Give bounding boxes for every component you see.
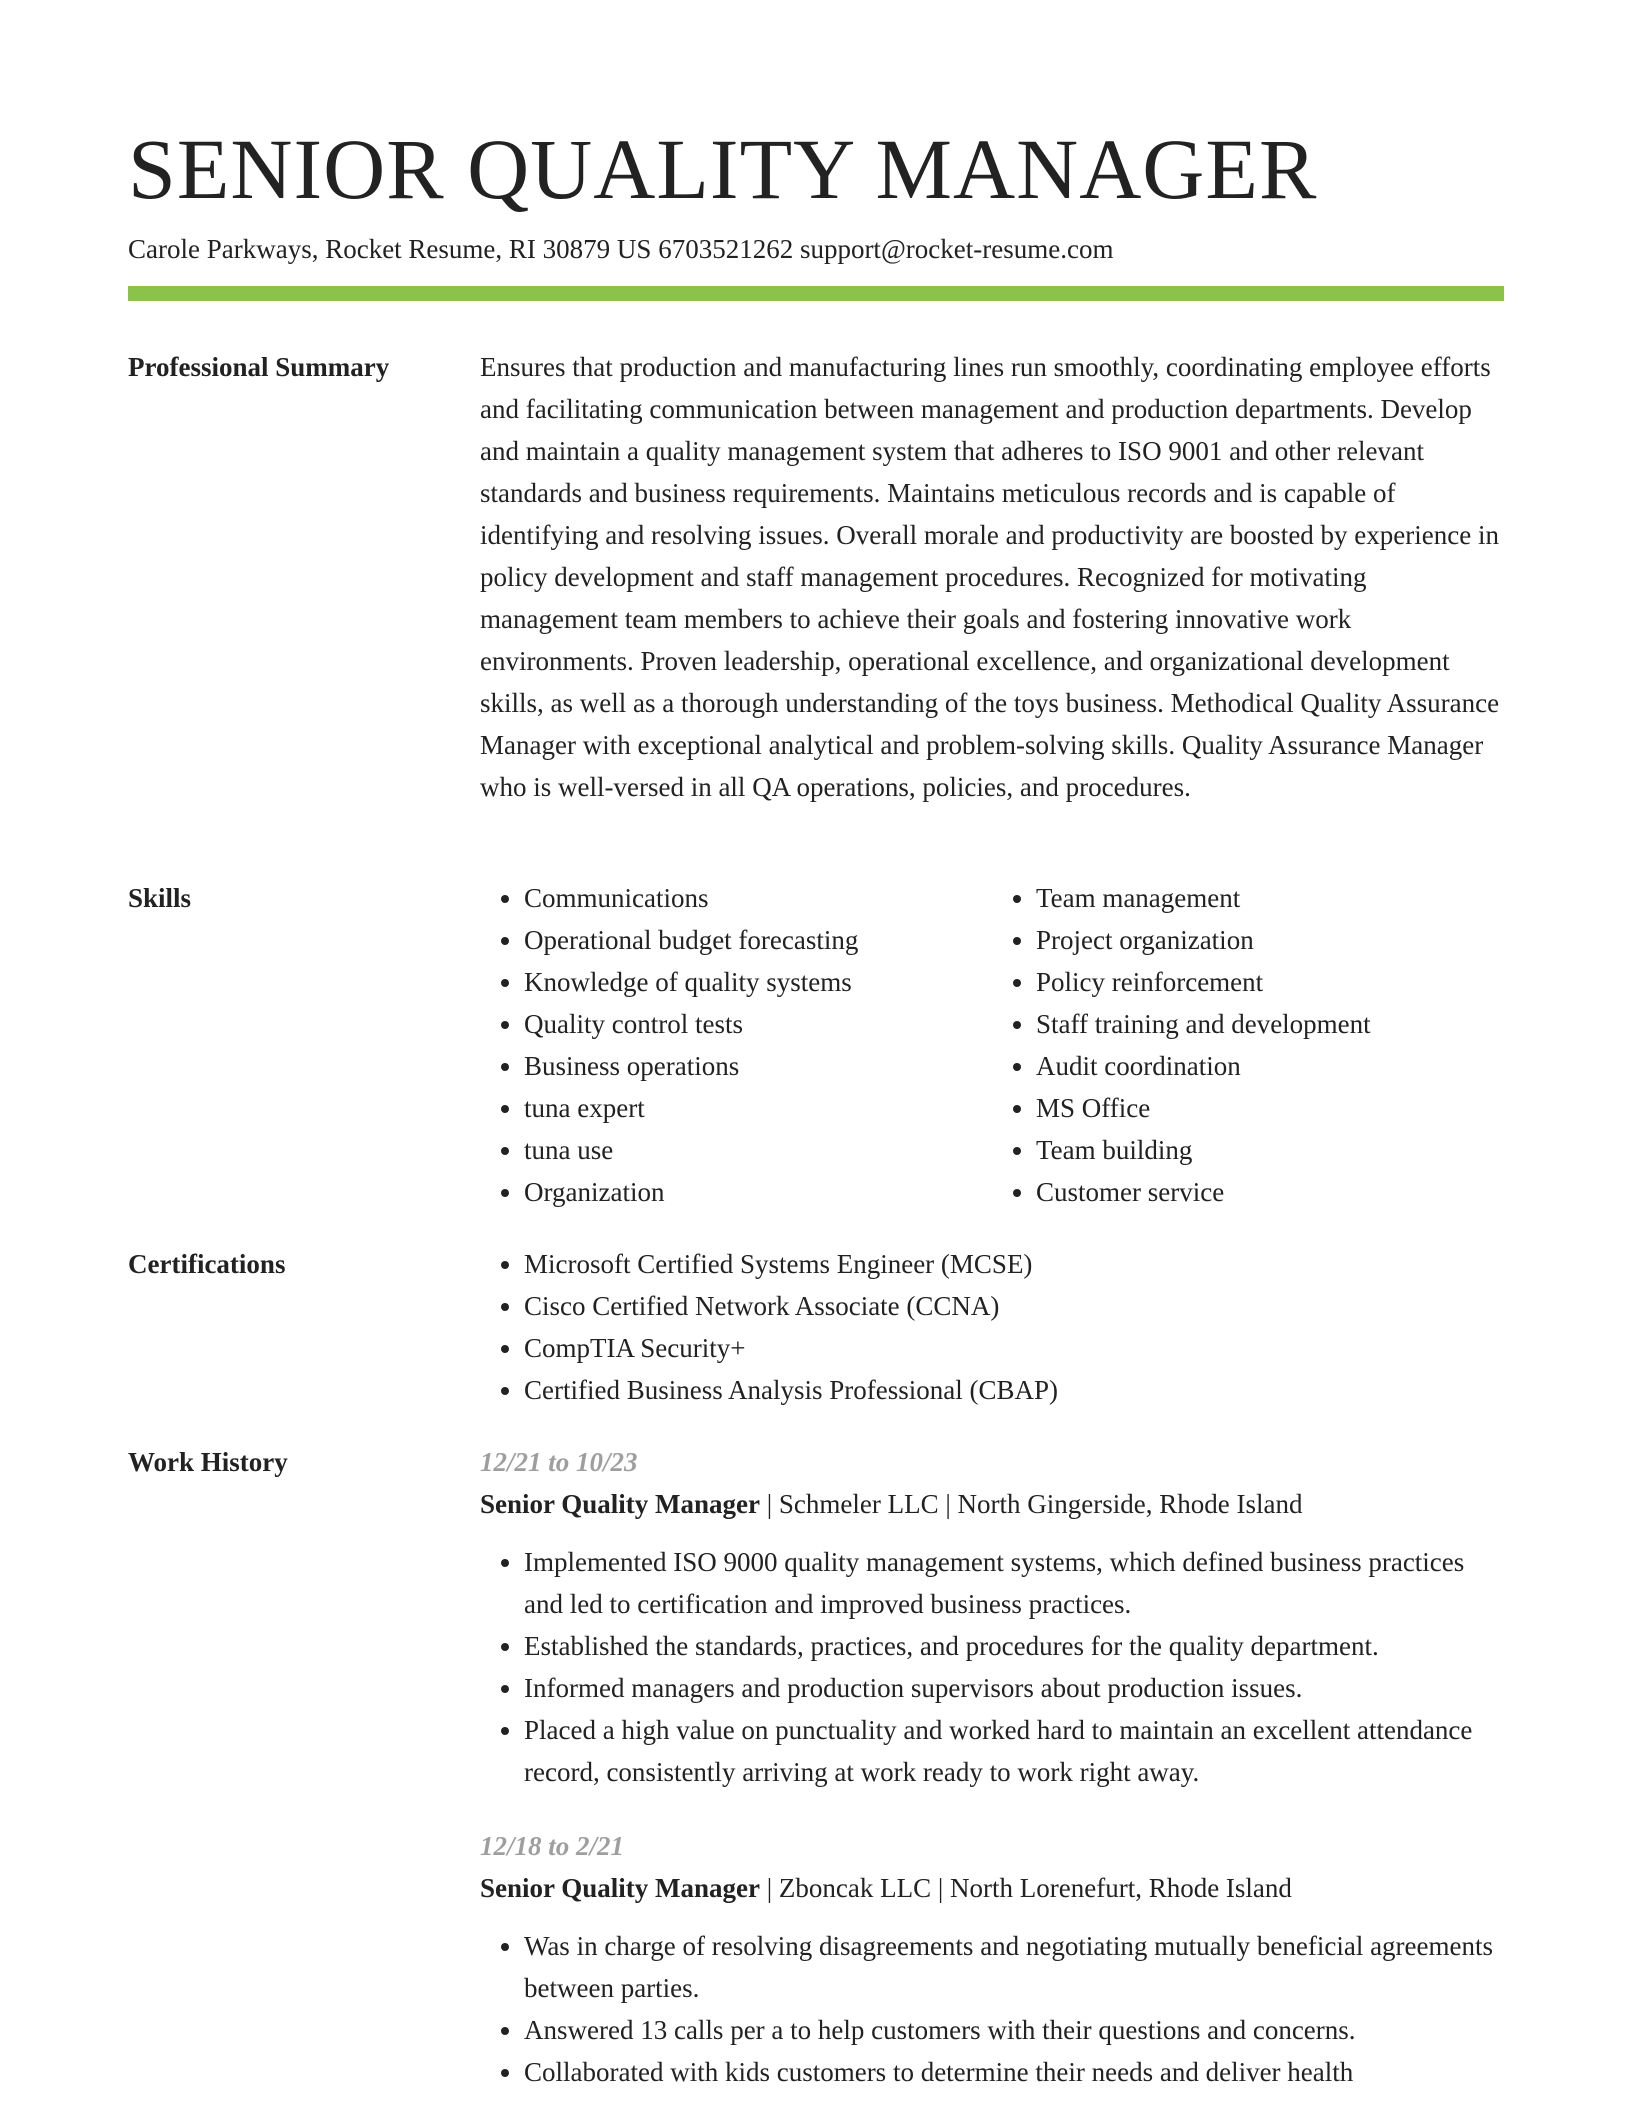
work-history-body — [480, 1441, 1504, 2093]
summary-heading: Professional Summary — [128, 352, 390, 382]
skill-item: • tuna expert — [524, 1087, 992, 1129]
skill-item: • Customer service — [1036, 1171, 1504, 1213]
job-bullet: • Placed a high value on punctuality and worked hard to maintain an excellent attendance record, consistently arriving at work ready to work right away. — [524, 1709, 1504, 1793]
contact-phone: 6703521262 — [658, 234, 794, 264]
skill-item: • Project organization — [1036, 919, 1504, 961]
resume-name-title: SENIOR QUALITY MANAGER — [128, 121, 1318, 217]
skill-item: • Knowledge of quality systems — [524, 961, 992, 1003]
skill-item: • Organization — [524, 1171, 992, 1213]
skill-item: • MS Office — [1036, 1087, 1504, 1129]
job-entry — [480, 1825, 1504, 2093]
contact-address: Carole Parkways, Rocket Resume, RI 30879 US — [128, 234, 652, 264]
contact-email: support@rocket-resume.com — [799, 234, 1114, 264]
job-bullet: • Was in charge of resolving disagreements and negotiating mutually beneficial agreements between parties. — [524, 1925, 1504, 2009]
job-bullet: • Implemented ISO 9000 quality management systems, which defined business practices and led to certification and improved business practices. — [524, 1541, 1504, 1625]
job-header — [480, 1483, 1504, 1525]
job-bullet: • Collaborated with kids customers to determine their needs and deliver health — [524, 2051, 1504, 2093]
certifications-heading: Certifications — [128, 1249, 286, 1279]
job-title: Senior Quality Manager — [480, 1873, 760, 1903]
job-dates: 12/18 to 2/21 — [480, 1831, 625, 1861]
job-company-location: | Zboncak LLC | North Lorenefurt, Rhode Island — [760, 1873, 1292, 1903]
certifications-body — [480, 1243, 1504, 1411]
summary-text: Ensures that production and manufacturing lines run smoothly, coordinating employee efforts and facilitating communication between management and production departments. Develop and maintain a quality management system that adheres to ISO 9001 and other relevant standards and business requirements. Maintains meticulous records and is capable of identifying and resolving issues. Overall morale and productivity are boosted by experience in policy development and staff management procedures. Recognized for motivating management team members to achieve their goals and fostering innovative work environments. Proven leadership, operational excellence, and organizational development skills, as well as a thorough understanding of the toys business. Methodical Quality Assurance Manager with exceptional analytical and problem-solving skills. Quality Assurance Manager who is well-versed in all QA operations, policies, and procedures. — [480, 352, 1500, 802]
certification-item: • CompTIA Security+ — [524, 1327, 1504, 1369]
skill-item: • Business operations — [524, 1045, 992, 1087]
job-title: Senior Quality Manager — [480, 1489, 760, 1519]
work-history-heading: Work History — [128, 1447, 288, 1477]
job-dates: 12/21 to 10/23 — [480, 1447, 638, 1477]
skill-item: • Audit coordination — [1036, 1045, 1504, 1087]
skill-item: • Team management — [1036, 877, 1504, 919]
skill-item: • Communications — [524, 877, 992, 919]
job-bullet: • Answered 13 calls per a to help customers with their questions and concerns. — [524, 2009, 1504, 2051]
certification-item: • Cisco Certified Network Associate (CCNA) — [524, 1285, 1504, 1327]
job-bullet: • Informed managers and production supervisors about production issues. — [524, 1667, 1504, 1709]
contact-line — [128, 230, 1113, 268]
certifications-list — [480, 1243, 1504, 1411]
header-divider — [128, 286, 1504, 301]
certification-item: • Microsoft Certified Systems Engineer (MCSE) — [524, 1243, 1504, 1285]
skills-body — [480, 877, 1504, 1213]
certification-item: • Certified Business Analysis Professional (CBAP) — [524, 1369, 1504, 1411]
job-bullets — [480, 1541, 1504, 1793]
skill-item: • tuna use — [524, 1129, 992, 1171]
skill-item: • Staff training and development — [1036, 1003, 1504, 1045]
job-header — [480, 1867, 1504, 1909]
skill-item: • Operational budget forecasting — [524, 919, 992, 961]
job-company-location: | Schmeler LLC | North Gingerside, Rhode Island — [760, 1489, 1303, 1519]
job-entry — [480, 1441, 1504, 1793]
summary-body — [480, 346, 1504, 808]
skills-heading: Skills — [128, 883, 192, 913]
skill-item: • Quality control tests — [524, 1003, 992, 1045]
skills-list-left — [480, 877, 992, 1213]
skill-item: • Team building — [1036, 1129, 1504, 1171]
job-bullets — [480, 1925, 1504, 2093]
job-bullet: • Established the standards, practices, and procedures for the quality department. — [524, 1625, 1504, 1667]
skill-item: • Policy reinforcement — [1036, 961, 1504, 1003]
skills-list-right — [992, 877, 1504, 1213]
